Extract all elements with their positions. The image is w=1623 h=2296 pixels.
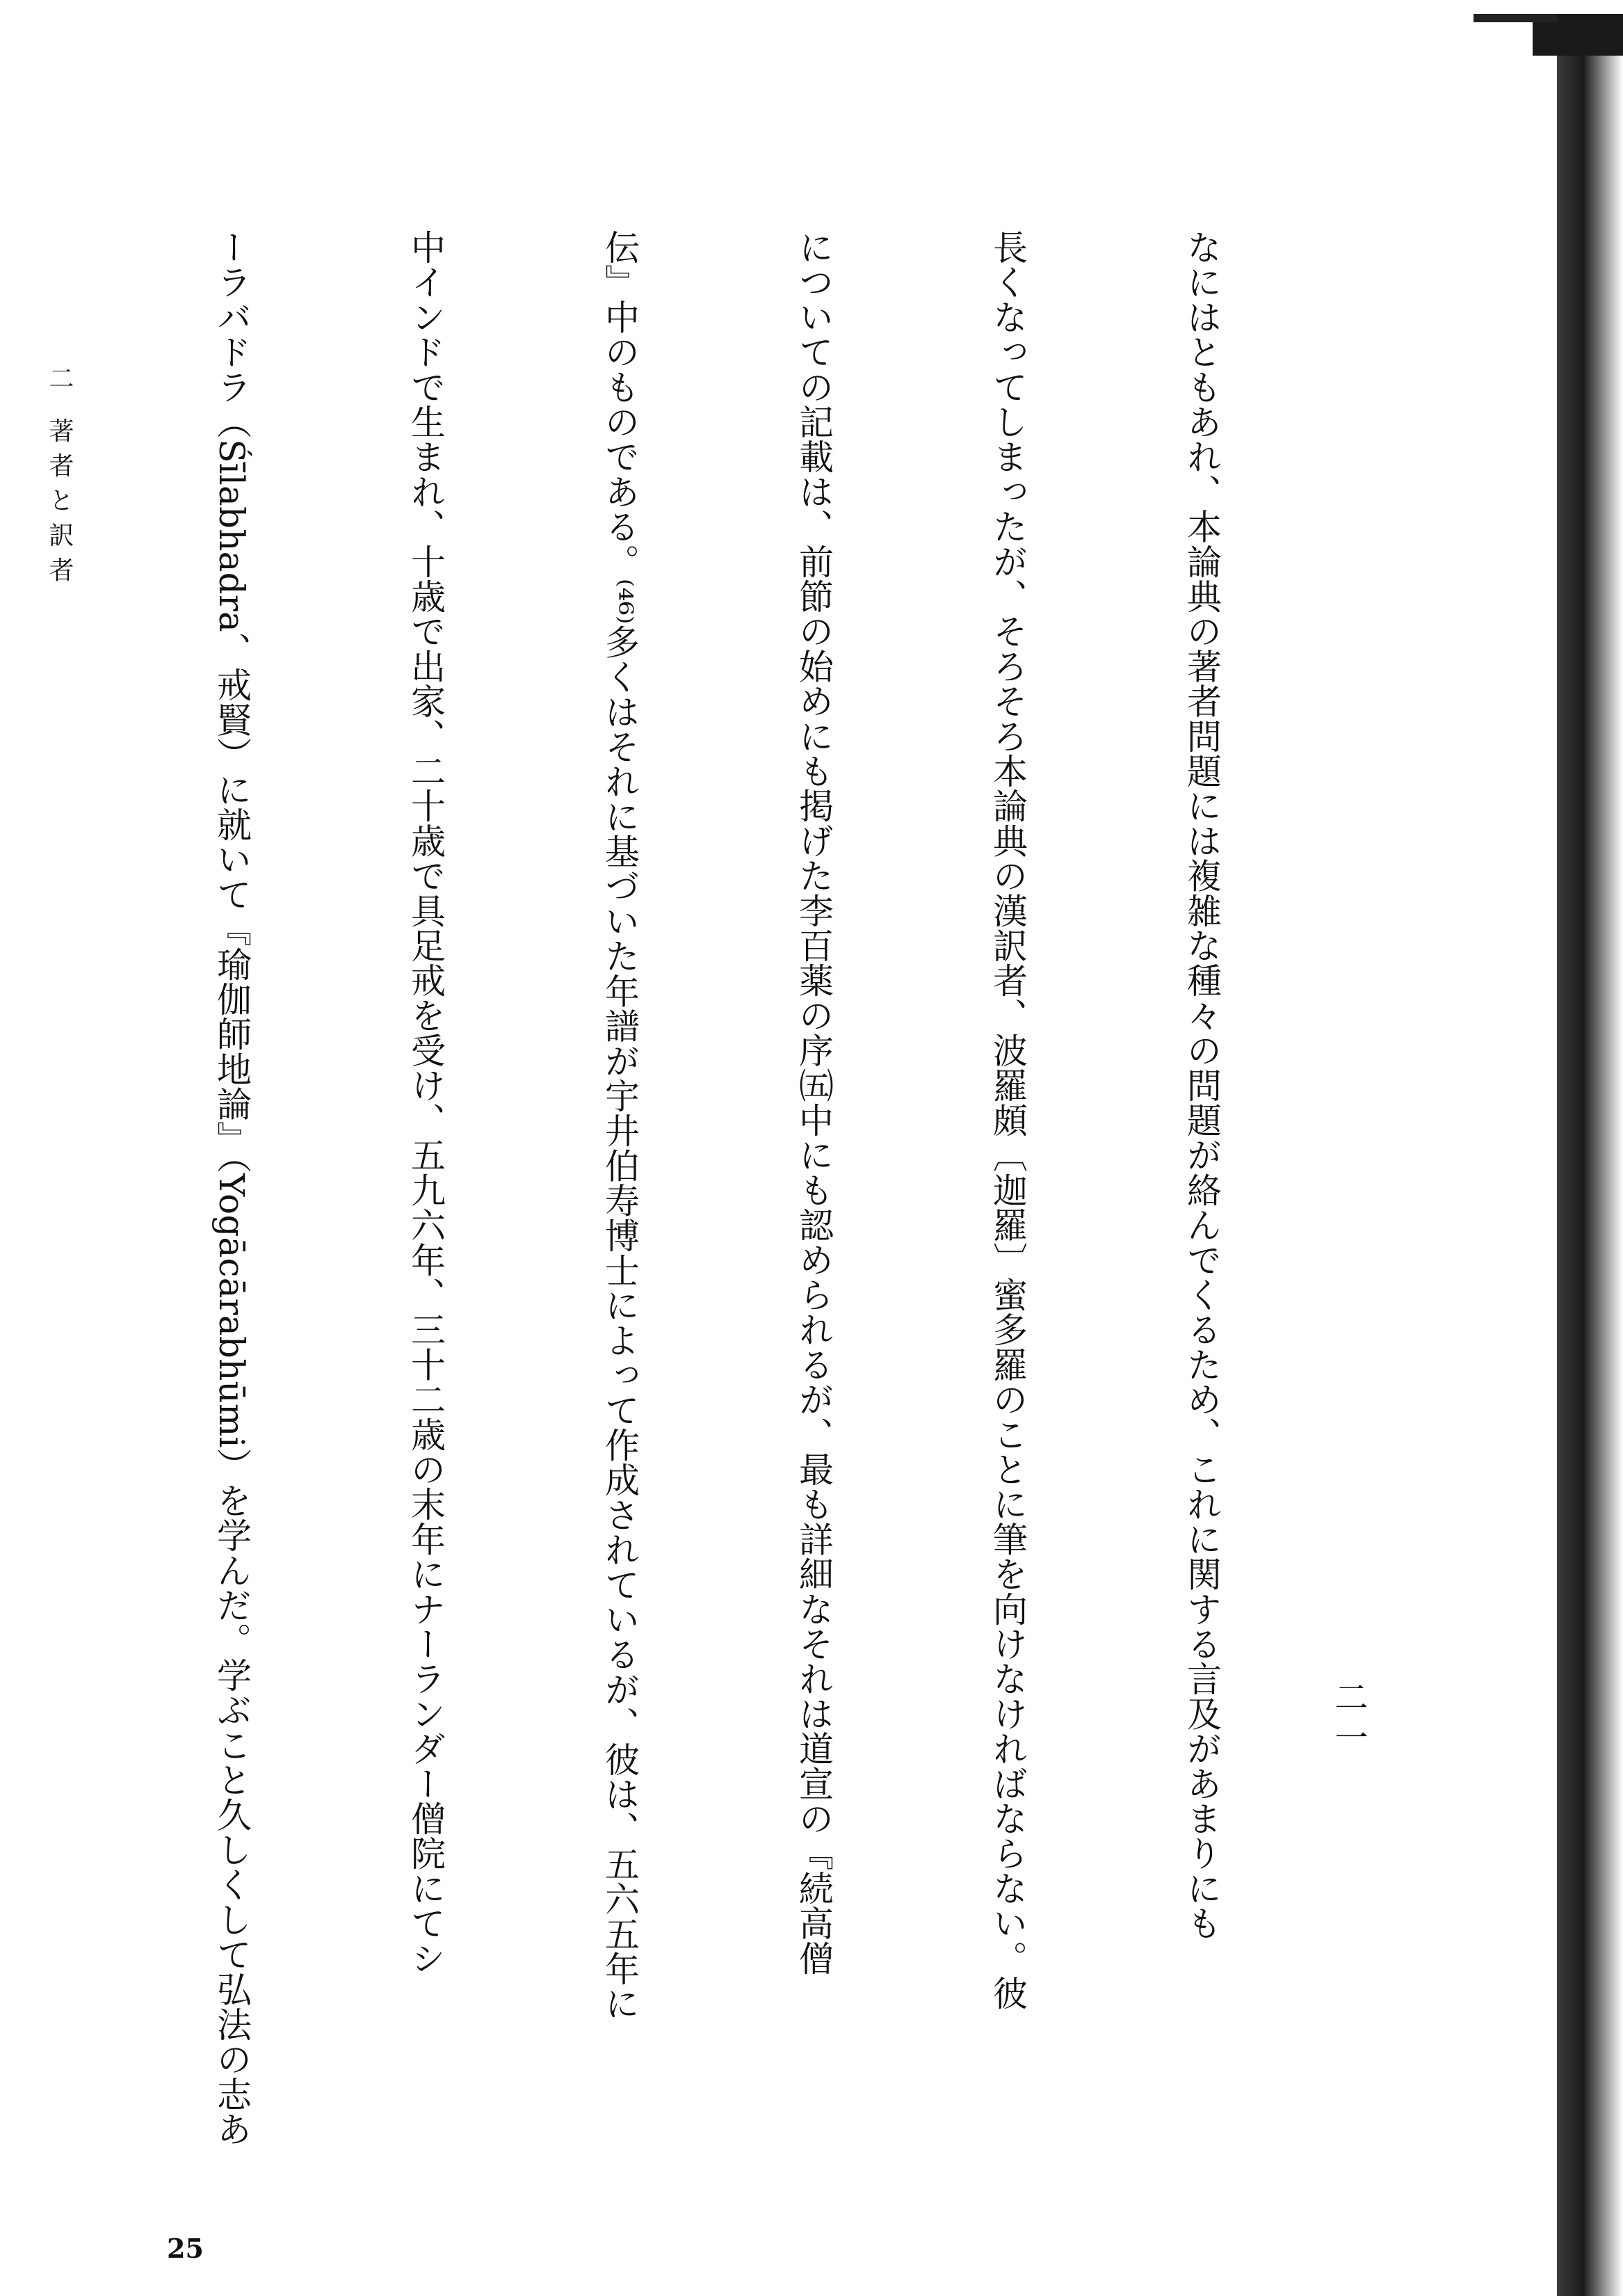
binding-shadow [1557,14,1623,2296]
running-header: 二 著者と訳者 [45,365,74,592]
text-line: についての記載は、前節の始めにも掲げた李百薬の序㈤中にも認められるが、最も詳細なそれは道宣の『続高僧 [793,230,834,1975]
text-line: ーラバドラ（Śīlabhadra、戒賢）に就いて『瑜伽師地論』（Yogācārabhūmi）を学んだ。学ぶこと久しくして弘法の志あ [211,230,252,2146]
text-line: 長くなってしまったが、そろそろ本論典の漢訳者、波羅頗〔迦羅〕蜜多羅のことに筆を向けなければならない。彼 [987,230,1028,2011]
text-line: 伝』中のものである。⁽⁴⁶⁾多くはそれに基づいた年譜が宇井伯寿博士によって作成されているが、彼は、五六五年に [599,230,640,2021]
binding-shadow-tip [1473,14,1557,22]
text-line: なにはともあれ、本論典の著者問題には複雑な種々の問題が絡んでくるため、これに関する言及があまりにも [1181,230,1222,1941]
page-number-kanji: 二一 [1329,1680,1368,1760]
main-body-text [132,230,1363,2149]
text-line: 中インドで生まれ、十歳で出家、二十歳で具足戒を受け、五九六年、三十二歳の末年にナーランダー僧院にてシ [405,230,446,1975]
page-number: 25 [167,2233,204,2264]
